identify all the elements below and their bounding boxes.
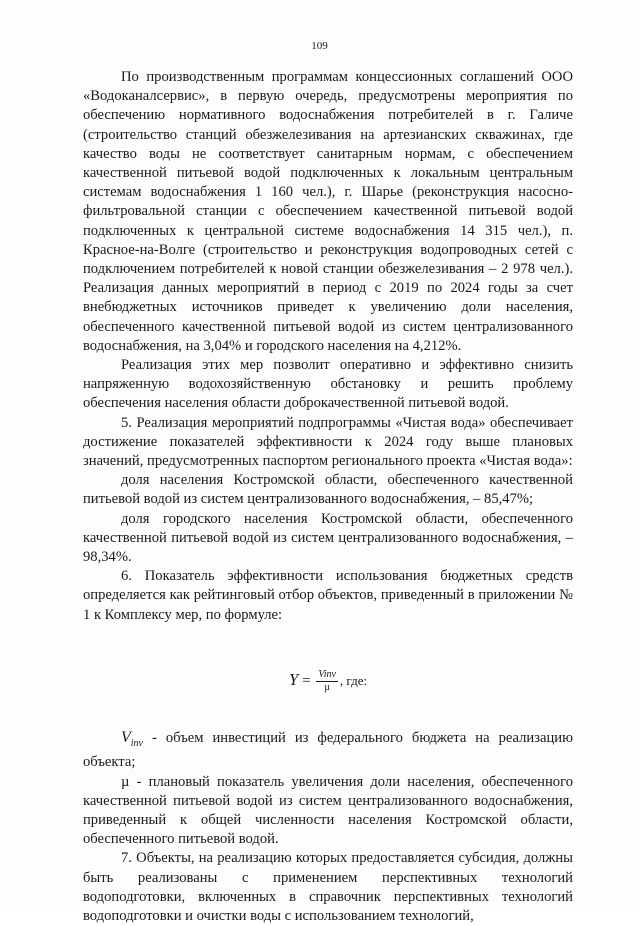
formula-where: , где: [339,672,368,688]
paragraph-concession-programs: По производственным программам концессионных соглашений ООО «Водоканалсервис», в первую очередь, предусмотрены мероприятия по обеспечению нормативного водоснабжения потребителей в г. Галиче (строительство станций обезжелезивания на артезианских скважинах, где качество воды не соответствует санитарным нормам, с обеспечением качественной питьевой водой подключенных к локальным центральным системам водоснабжения 1 160 чел.), г. Шарье (реконструкция насосно-фильтровальной станции с обеспечением качественной питьевой водой подключенных к центральной системе водоснабжения 14 315 чел.), п. Красное-на-Волге (строительство и реконструкция водопроводных сетей с подключением потребителей к новой станции обезжелезивания – 2 978 чел.). Реализация данных мероприятий в период с 2019 по 2024 годы за счет внебюджетных источников приведет к увеличению доли населения, обеспеченного качественной питьевой водой из систем централизованного водоснабжения, на 3,04% и городского населения на 4,212%. [83,69,573,354]
variable-v-inv: $V_{inv}$ [121,728,143,750]
document-body [83,68,573,926]
formula-denominator: µ [324,681,330,693]
efficiency-formula [83,669,573,694]
definition-mu: µ - плановый показатель увеличения доли населения, обеспеченного качественной питьевой водой из систем централизованного водоснабжения, приведенный к общей численности населения Костромской области, обеспеченного питьевой водой. [83,773,573,848]
formula-lhs: Y [288,669,299,689]
paragraph-item-6: 6. Показатель эффективности использования бюджетных средств определяется как рейтинговый отбор объектов, приведенный в приложении № 1 к Комплексу мер, по формуле: [83,568,573,623]
formula-numerator: Vinv [318,668,336,680]
definition-vinv-text: - объем инвестиций из федерального бюджета на реализацию объекта; [83,729,573,771]
paragraph-item-5: 5. Реализация мероприятий подпрограммы «Чистая вода» обеспечивает достижение показателей эффективности к 2024 году выше плановых значений, предусмотренных паспортом регионального проекта «Чистая вода»: [83,414,573,470]
formula-equals: = [302,672,311,689]
paragraph-item-7: 7. Объекты, на реализацию которых предоставляется субсидия, должны быть реализованы с применением перспективных технологий водоподготовки, включенных в справочник перспективных технологий водоподготовки и очистки воды с использованием технологий, [83,850,573,924]
paragraph-share-population: доля населения Костромской области, обеспеченного качественной питьевой водой из систем централизованного водоснабжения, – 85,47%; [83,472,573,508]
paragraph-measures-effect: Реализация этих мер позволит оперативно и эффективно снизить напряженную водохозяйственную обстановку и решить проблему обеспечения населения области доброкачественной питьевой водой. [83,357,573,412]
paragraph-share-urban-population: доля городского населения Костромской области, обеспеченного качественной питьевой водой из систем централизованного водоснабжения, – 98,34%. [83,510,573,566]
page-number: 109 [311,40,328,52]
definition-vinv [83,728,573,773]
formula-fraction [316,669,338,694]
